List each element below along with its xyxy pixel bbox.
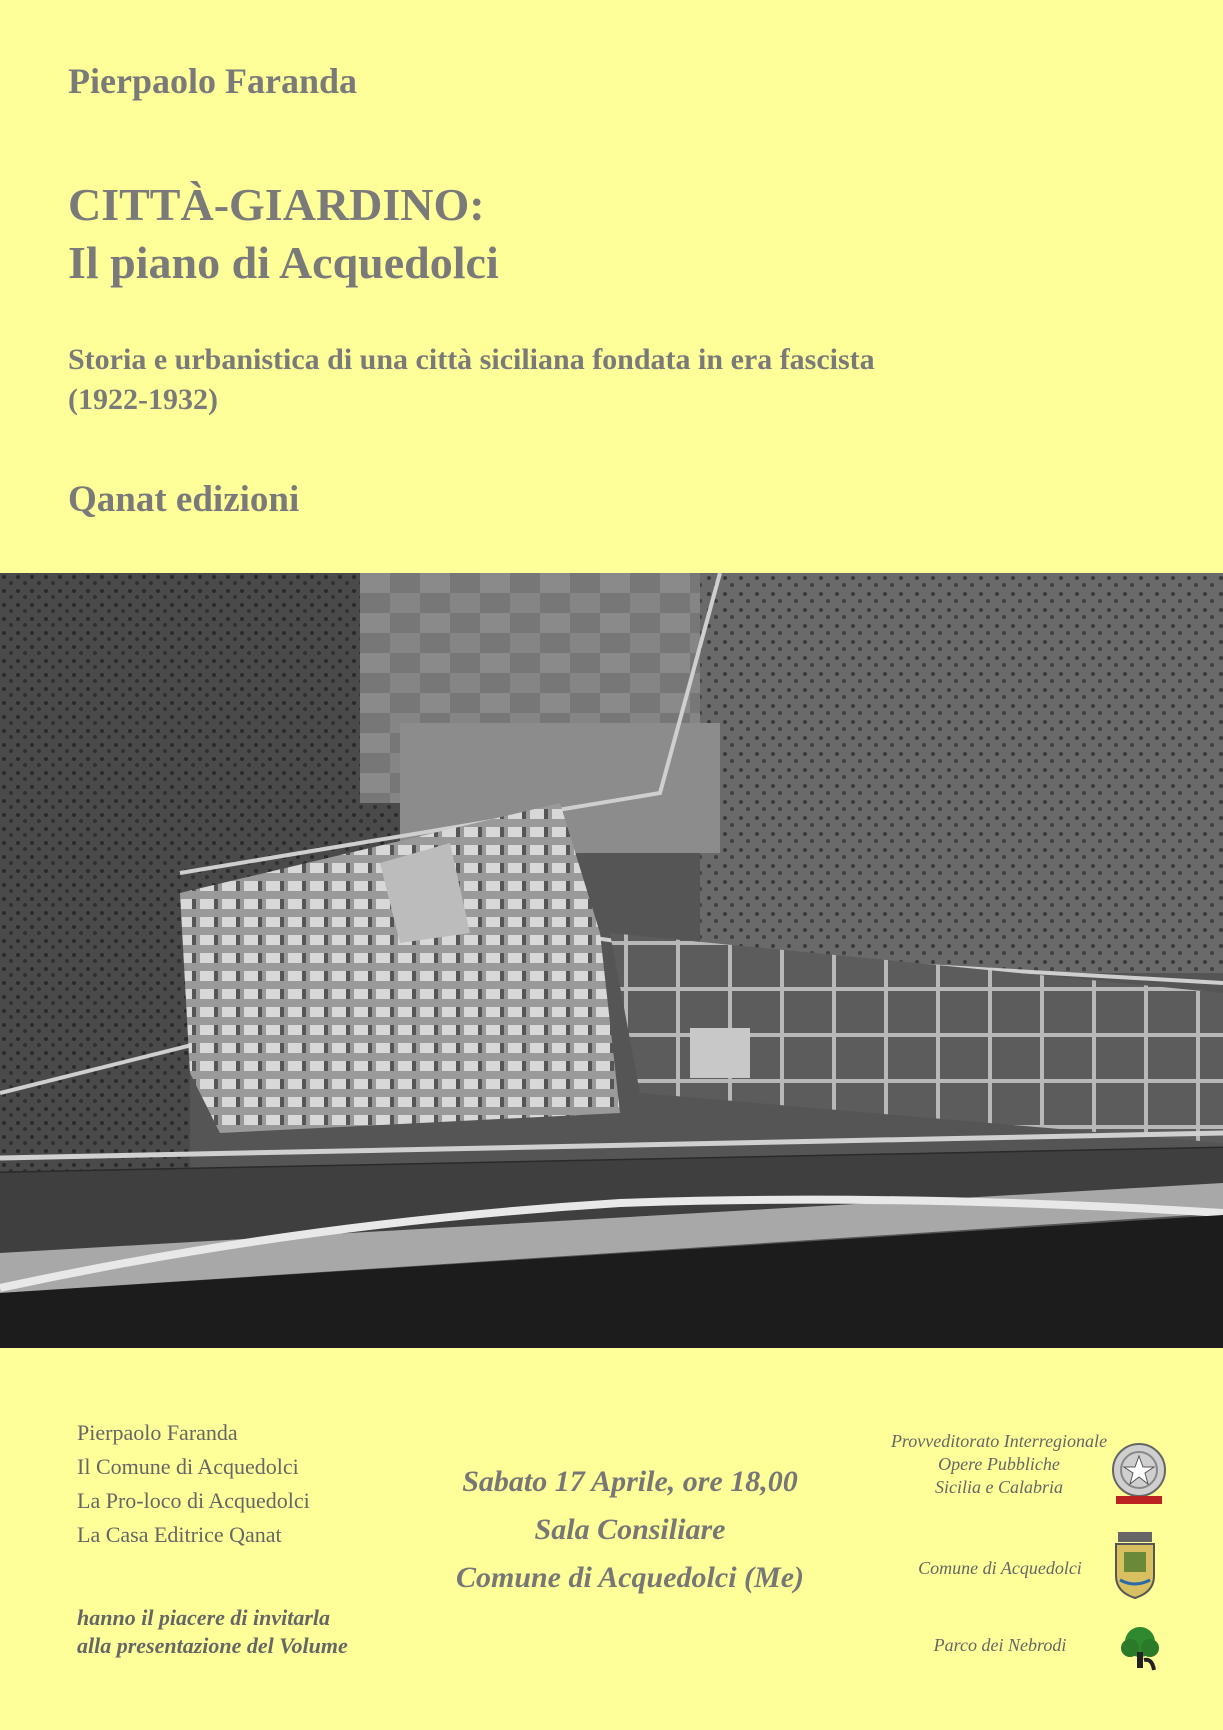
book-subtitle-line2: (1922-1932) — [68, 383, 218, 416]
event-date: Sabato 17 Aprile, ore 18,00 — [462, 1465, 798, 1498]
invitor-comune: Il Comune di Acquedolci — [77, 1454, 299, 1479]
sponsor-provveditorato-line3: Sicilia e Calabria — [935, 1477, 1063, 1497]
sponsor-comune: Comune di Acquedolci — [918, 1558, 1082, 1578]
invite-note — [77, 1604, 348, 1660]
italian-emblem-icon — [1108, 1440, 1170, 1508]
invitor-publisher: La Casa Editrice Qanat — [77, 1522, 282, 1547]
comune-coat-of-arms-icon — [1110, 1530, 1160, 1602]
invite-note-line1: hanno il piacere di invitarla — [77, 1605, 331, 1630]
parco-nebrodi-tree-icon — [1118, 1624, 1162, 1674]
sponsor-provveditorato-line2: Opere Pubbliche — [938, 1454, 1060, 1474]
invitor-proloco: La Pro-loco di Acquedolci — [77, 1488, 310, 1513]
invite-note-line2: alla presentazione del Volume — [77, 1633, 348, 1658]
aerial-photo — [0, 573, 1223, 1348]
book-subtitle-line1: Storia e urbanistica di una città siciliana fondata in era fascista — [68, 343, 875, 376]
book-title-line2: Il piano di Acquedolci — [68, 237, 499, 288]
sponsor-provveditorato-line1: Provveditorato Interregionale — [890, 1431, 1108, 1451]
sponsor-provveditorato — [888, 1430, 1110, 1499]
publisher-name: Qanat edizioni — [68, 479, 300, 520]
event-details — [410, 1458, 850, 1602]
invitors-list — [77, 1416, 310, 1552]
book-subtitle — [68, 340, 1168, 420]
book-title — [68, 176, 499, 292]
book-title-line1: CITTÀ-GIARDINO: — [68, 179, 485, 230]
invitor-author: Pierpaolo Faranda — [77, 1420, 238, 1445]
event-venue: Sala Consiliare — [534, 1513, 726, 1546]
event-place: Comune di Acquedolci (Me) — [455, 1561, 805, 1594]
author-name: Pierpaolo Faranda — [68, 61, 357, 101]
sponsor-parco: Parco dei Nebrodi — [933, 1635, 1067, 1655]
